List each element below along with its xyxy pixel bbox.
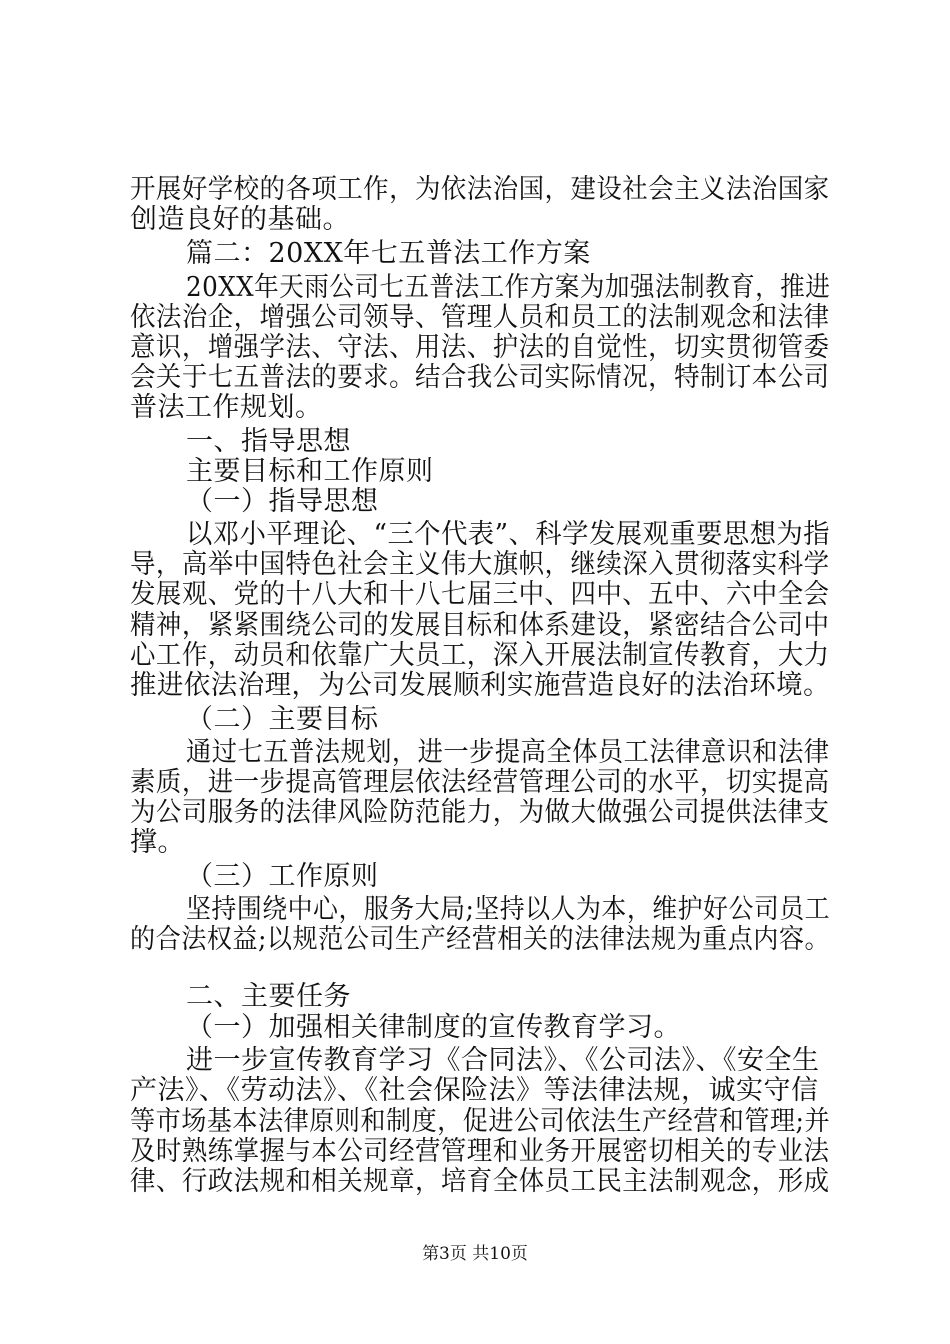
text-line: 以邓小平理论、“三个代表”、科学发展观重要思想为指 — [186, 519, 831, 551]
text-line: 主要目标和工作原则 — [186, 456, 434, 488]
text-line: 进一步宣传教育学习《合同法》、《公司法》、《安全生 — [186, 1045, 820, 1077]
text-line: 精神，紧紧围绕公司的发展目标和体系建设，紧密结合公司中 — [130, 609, 830, 641]
section-heading: 二、主要任务 — [186, 981, 351, 1013]
text-line: 为公司服务的法律风险防范能力，为做大做强公司提供法律支 — [130, 796, 830, 828]
section-heading: 一、指导思想 — [186, 425, 351, 457]
text-line: 20XX年天雨公司七五普法工作方案为加强法制教育，推进 — [186, 271, 831, 303]
text-line: 律、行政法规和相关规章，培育全体员工民主法制观念，形成 — [130, 1166, 830, 1197]
text-line: 撑。 — [130, 827, 185, 859]
text-line: 开展好学校的各项工作，为依法治国，建设社会主义法治国家 — [130, 174, 830, 205]
text-line: 意识，增强学法、守法、用法、护法的自觉性，切实贯彻管委 — [130, 331, 830, 363]
text-line: 推进依法治理，为公司发展顺利实施营造良好的法治环境。 — [130, 670, 830, 701]
text-line: 等市场基本法律原则和制度，促进公司依法生产经营和管理;并 — [130, 1105, 831, 1137]
text-line: 心工作，动员和依靠广大员工，深入开展法制宣传教育，大力 — [130, 639, 830, 671]
text-line: 产法》、《劳动法》、《社会保险法》等法律法规，诚实守信 — [130, 1075, 819, 1107]
subsection-heading: （一）加强相关律制度的宣传教育学习。 — [186, 1011, 681, 1043]
text-line: 发展观、党的十八大和十八七届三中、四中、五中、六中全会 — [130, 579, 830, 611]
subsection-heading: （二）主要目标 — [186, 703, 379, 735]
subsection-heading: （三）工作原则 — [186, 860, 379, 892]
text-line: 导，高举中国特色社会主义伟大旗帜，继续深入贯彻落实科学 — [130, 549, 830, 581]
text-line: 会关于七五普法的要求。结合我公司实际情况，特制订本公司 — [130, 362, 830, 394]
subsection-heading: （一）指导思想 — [186, 486, 379, 518]
text-line: 的合法权益;以规范公司生产经营相关的法律法规为重点内容。 — [130, 923, 831, 955]
text-line: 通过七五普法规划，进一步提高全体员工法律意识和法律 — [186, 736, 830, 768]
section-heading: 篇二：20XX年七五普法工作方案 — [186, 237, 591, 269]
text-line: 坚持围绕中心，服务大局;坚持以人为本，维护好公司员工 — [186, 893, 831, 925]
text-line: 创造良好的基础。 — [130, 204, 350, 236]
text-line: 及时熟练掌握与本公司经营管理和业务开展密切相关的专业法 — [130, 1135, 830, 1167]
text-line: 普法工作规划。 — [130, 392, 323, 424]
text-line: 素质，进一步提高管理层依法经营管理公司的水平，切实提高 — [130, 766, 830, 798]
text-line: 依法治企，增强公司领导、管理人员和员工的法制观念和法律 — [130, 301, 830, 333]
page-number: 第3页 共10页 — [422, 1244, 528, 1264]
